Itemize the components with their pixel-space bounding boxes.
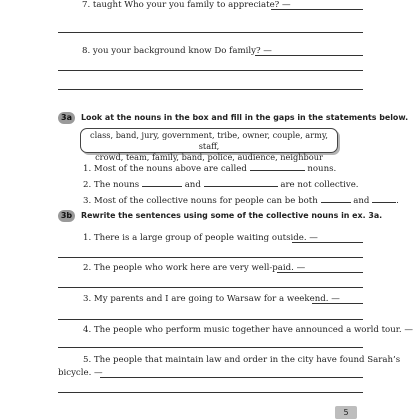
- answer-line-8c[interactable]: [58, 89, 363, 90]
- answer-line-8b[interactable]: [58, 70, 363, 71]
- answer-line-4b[interactable]: [58, 347, 363, 348]
- gap-2b[interactable]: [204, 177, 278, 187]
- item-5-text-line-1: 5. The people that maintain law and order in the city have found Sarah’s: [83, 355, 401, 365]
- item-3-text: 3. My parents and I are going to Warsaw for a weekend. —: [83, 294, 340, 304]
- answer-line-3a[interactable]: [312, 303, 363, 304]
- gap-3a[interactable]: [321, 193, 351, 203]
- statement-1: 1. Most of the nouns above are called nouns.: [83, 161, 336, 175]
- item-2-text: 2. The people who work here are very well-paid. —: [83, 263, 306, 273]
- answer-line-7b[interactable]: [58, 32, 363, 33]
- item-5-text-line-2: bicycle. —: [58, 368, 103, 378]
- item-4-text: 4. The people who perform music together have announced a world tour. —: [83, 325, 413, 335]
- exercise-3a-instruction: Look at the nouns in the box and fill in the gaps in the statements below.: [81, 113, 409, 122]
- answer-line-2b[interactable]: [58, 287, 363, 288]
- gap-2a[interactable]: [142, 177, 182, 187]
- exercise-3b-badge: 3b: [58, 210, 75, 222]
- statement-2: 2. The nouns and are not collective.: [83, 177, 359, 191]
- word-box: [80, 128, 338, 162]
- answer-line-5b[interactable]: [58, 392, 363, 393]
- answer-line-1b[interactable]: [58, 257, 363, 258]
- answer-line-5a[interactable]: [100, 377, 363, 378]
- word-box-line-1: class, band, jury, government, tribe, owner, couple, army, staff,: [90, 130, 328, 151]
- answer-line-1a[interactable]: [292, 242, 363, 243]
- answer-line-8a[interactable]: [255, 55, 363, 56]
- question-8-text: 8. you your background know Do family? —: [82, 46, 272, 56]
- answer-line-3b[interactable]: [58, 319, 363, 320]
- page-number: 5: [335, 406, 357, 419]
- answer-line-2a[interactable]: [277, 272, 363, 273]
- exercise-3a-badge: 3a: [58, 112, 75, 124]
- statement-3: 3. Most of the collective nouns for people can be both and .: [83, 193, 399, 207]
- word-box-line-2: crowd, team, family, band, police, audience, neighbour: [95, 152, 323, 162]
- gap-1[interactable]: [250, 161, 305, 171]
- exercise-3b-instruction: Rewrite the sentences using some of the collective nouns in ex. 3a.: [81, 211, 383, 220]
- answer-line-7a[interactable]: [271, 9, 363, 10]
- item-1-text: 1. There is a large group of people waiting outside. —: [83, 233, 318, 243]
- gap-3b[interactable]: [372, 193, 396, 203]
- question-7-text: 7. taught Who your you family to appreciate? —: [82, 0, 291, 10]
